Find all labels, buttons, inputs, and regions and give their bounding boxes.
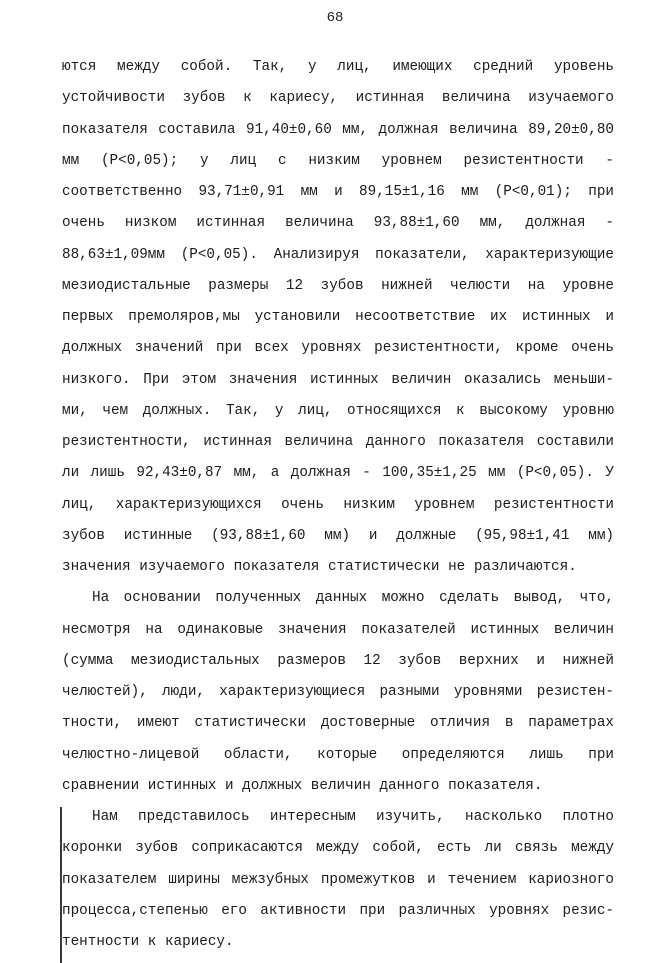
text-line: коронки зубов соприкасаются между собой, есть ли связь между — [62, 840, 614, 856]
text-line: несмотря на одинаковые значения показателей истинных величин — [62, 622, 614, 638]
text-line: очень низком истинная величина 93,88±1,60 мм, должная - — [62, 215, 614, 231]
text-line: устойчивости зубов к кариесу, истинная величина изучаемого — [62, 90, 614, 106]
text-line: челюстей), люди, характеризующиеся разными уровнями резистен- — [62, 684, 614, 700]
text-line: лиц, характеризующихся очень низким уровнем резистентности — [62, 497, 614, 513]
text-line: зубов истинные (93,88±1,60 мм) и должные (95,98±1,41 мм) — [62, 528, 614, 544]
text-line: Нам представилось интересным изучить, насколько плотно — [92, 809, 614, 825]
text-line: сравнении истинных и должных величин данного показателя. — [62, 778, 543, 794]
text-line: должных значений при всех уровнях резистентности, кроме очень — [62, 340, 614, 356]
text-line: первых премоляров,мы установили несоответствие их истинных и — [62, 309, 614, 325]
page-number: 68 — [326, 10, 344, 26]
text-line: 88,63±1,09мм (P<0,05). Анализируя показатели, характеризующие — [62, 247, 614, 263]
text-line: ли лишь 92,43±0,87 мм, а должная - 100,35±1,25 мм (P<0,05). У — [62, 465, 614, 481]
text-line: мм (P<0,05); у лиц с низким уровнем резистентности - — [62, 153, 614, 169]
text-line: тентности к кариесу. — [62, 934, 234, 950]
text-line: соответственно 93,71±0,91 мм и 89,15±1,16 мм (P<0,01); при — [62, 184, 614, 200]
text-line: (сумма мезиодистальных размеров 12 зубов верхних и нижней — [62, 653, 614, 669]
text-line: мезиодистальные размеры 12 зубов нижней челюсти на уровне — [62, 278, 614, 294]
text-line: На основании полученных данных можно сделать вывод, что, — [92, 590, 614, 606]
text-line: показателя составила 91,40±0,60 мм, должная величина 89,20±0,80 — [62, 122, 614, 138]
text-line: показателем ширины межзубных промежутков и течением кариозного — [62, 872, 614, 888]
text-line: тности, имеют статистически достоверные отличия в параметрах — [62, 715, 614, 731]
text-line: ются между собой. Так, у лиц, имеющих средний уровень — [62, 59, 614, 75]
text-line: челюстно-лицевой области, которые определяются лишь при — [62, 747, 614, 763]
text-line: процесса,степенью его активности при различных уровнях резис- — [62, 903, 614, 919]
text-line: резистентности, истинная величина данного показателя составили — [62, 434, 614, 450]
text-line: ми, чем должных. Так, у лиц, относящихся к высокому уровню — [62, 403, 614, 419]
text-line: низкого. При этом значения истинных величин оказались меньши- — [62, 372, 614, 388]
text-line: значения изучаемого показателя статистически не различаются. — [62, 559, 577, 575]
